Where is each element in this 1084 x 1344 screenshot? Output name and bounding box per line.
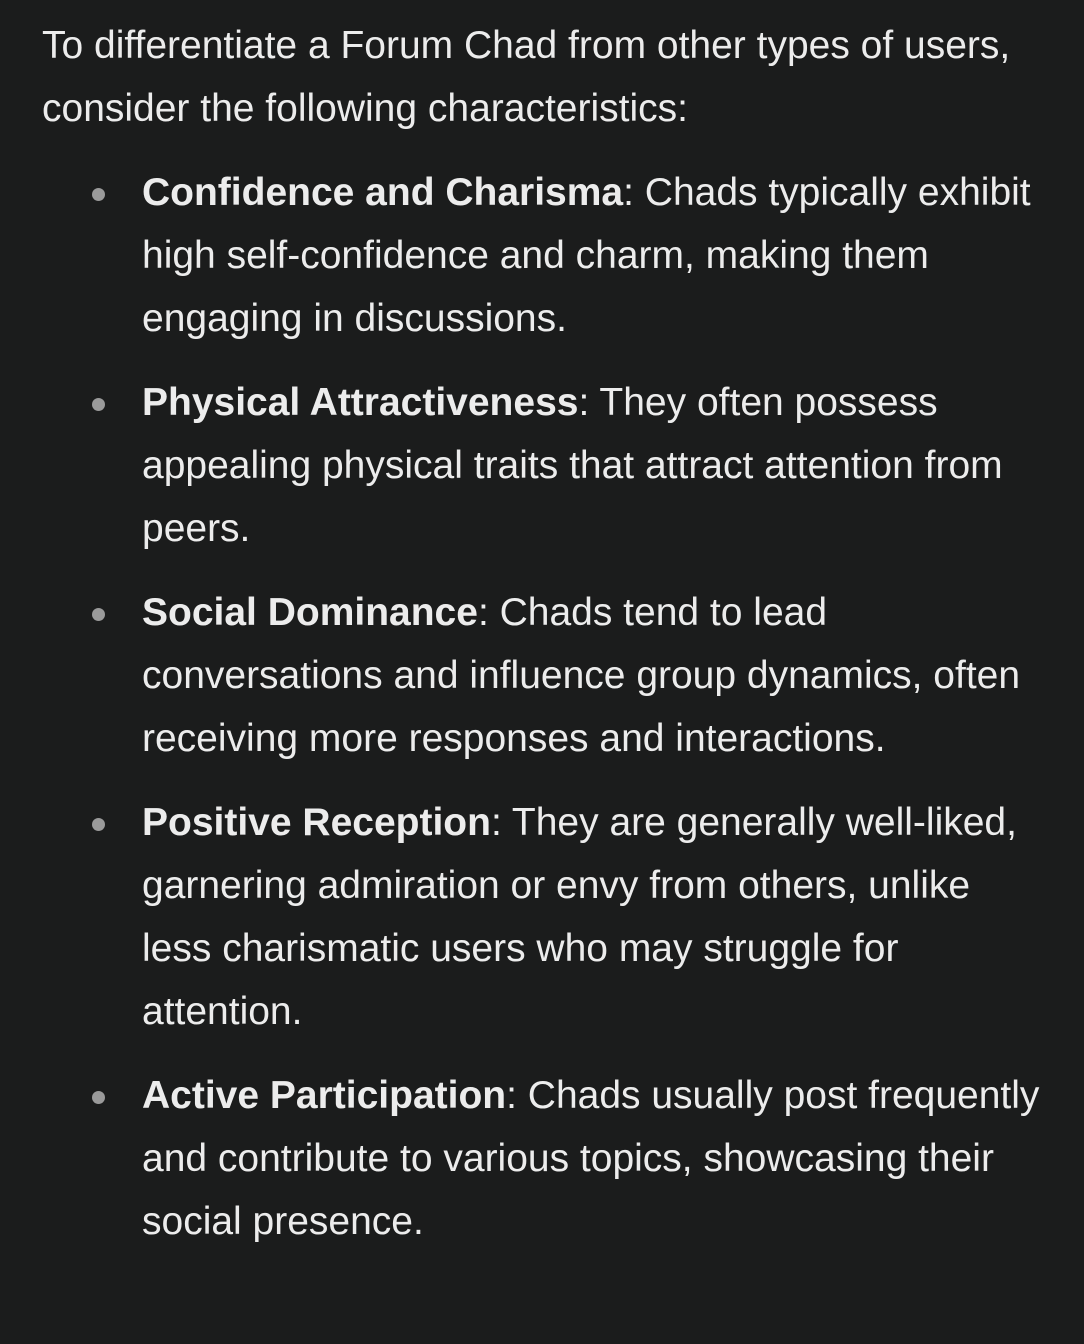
bullet-icon <box>92 1091 105 1104</box>
item-description: : They often possess appealing physical traits that attract attention from peers. <box>142 381 1003 550</box>
bullet-icon <box>92 608 105 621</box>
list-item <box>42 1064 1042 1253</box>
characteristics-list <box>42 161 1042 1253</box>
item-term: Confidence and Charisma <box>142 171 624 214</box>
item-term: Active Participation <box>142 1074 507 1117</box>
intro-paragraph: To differentiate a Forum Chad from other types of users, consider the following characteristics: <box>42 24 1011 130</box>
item-description: : Chads usually post frequently and contribute to various topics, showcasing their social presence. <box>142 1074 1040 1243</box>
item-term: Positive Reception <box>142 801 491 844</box>
list-item <box>42 161 1042 350</box>
item-description: : Chads tend to lead conversations and influence group dynamics, often receiving more responses and interactions. <box>142 591 1021 760</box>
item-term: Physical Attractiveness <box>142 381 579 424</box>
item-description: : Chads typically exhibit high self-confidence and charm, making them engaging in discussions. <box>142 171 1031 340</box>
item-term: Social Dominance <box>142 591 478 634</box>
list-item <box>42 581 1042 770</box>
list-item <box>42 791 1042 1043</box>
bullet-icon <box>92 818 105 831</box>
bullet-icon <box>92 398 105 411</box>
response-message <box>42 14 1042 1274</box>
item-description: : They are generally well-liked, garnering admiration or envy from others, unlike less charismatic users who may struggle for attention. <box>142 801 1017 1033</box>
list-item <box>42 371 1042 560</box>
bullet-icon <box>92 188 105 201</box>
